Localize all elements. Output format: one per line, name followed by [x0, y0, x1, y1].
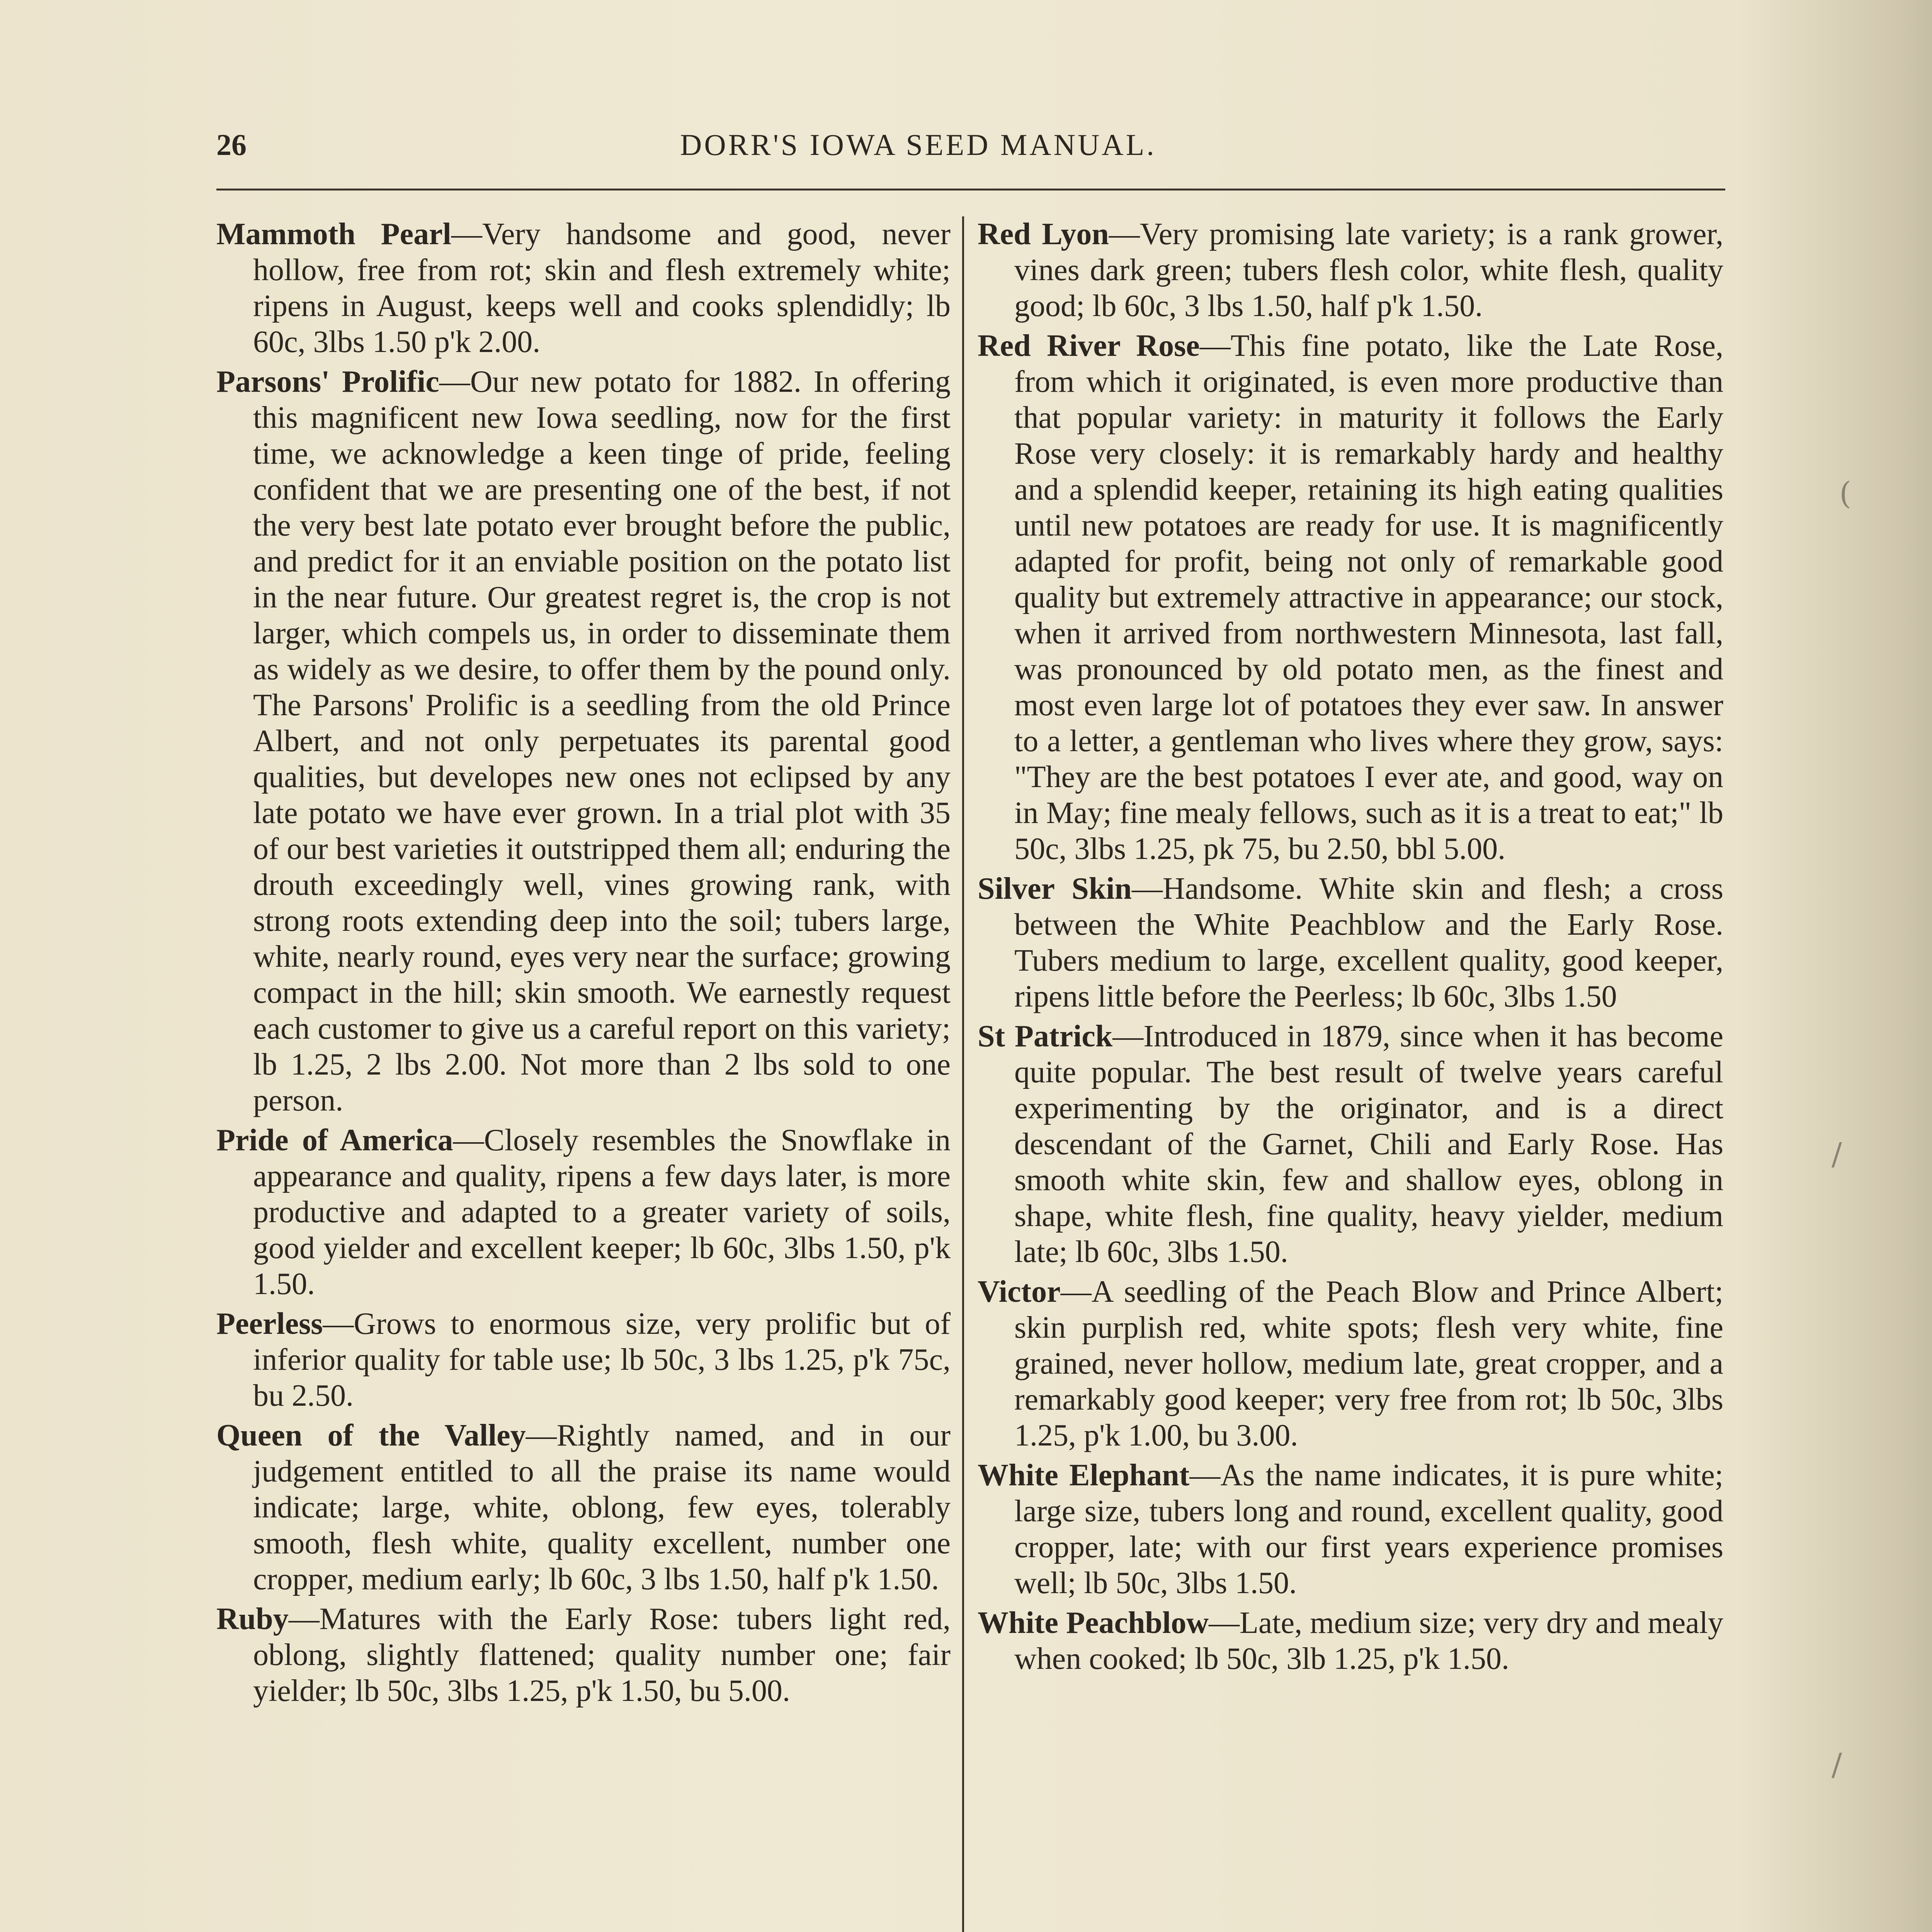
variety-name: White Peachblow	[978, 1606, 1209, 1640]
variety-entry	[978, 1458, 1723, 1601]
variety-description: —Rightly named, and in our judgement entitled to all the praise its name would indicate; large, white, oblong, few eyes, tolerably smooth, flesh white, quality excellent, number one cropper, medium early; lb 60c, 3 lbs 1.50, half p'k 1.50.	[253, 1418, 951, 1596]
header-rule	[216, 189, 1725, 190]
column-divider	[962, 216, 964, 1932]
variety-name: Mammoth Pearl	[216, 217, 451, 251]
variety-description: —Matures with the Early Rose: tubers light red, oblong, slightly flattened; quality number one; fair yielder; lb 50c, 3lbs 1.25, p'k 1.50, bu 5.00.	[253, 1602, 951, 1708]
variety-name: Red River Rose	[978, 329, 1200, 363]
variety-description: —Our new potato for 1882. In offering this magnificent new Iowa seedling, now for the first time, we acknowledge a keen tinge of pride, feeling confident that we are presenting one of the best, if not the very best late potato ever brought before the public, and predict for it an enviable position on the potato list in the near future. Our greatest regret is, the crop is not larger, which compels us, in order to disseminate them as widely as we desire, to offer them by the pound only. The Parsons' Prolific is a seedling from the old Prince Albert, and not only perpetuates its parental good qualities, but developes new ones not eclipsed by any late potato we have ever grown. In a trial plot with 35 of our best varieties it outstripped them all; enduring the drouth exceedingly well, vines growing rank, with strong roots extending deep into the soil; tubers large, white, nearly round, eyes very near the surface; growing compact in the hill; skin smooth. We earnestly request each customer to give us a careful report on this variety; lb 1.25, 2 lbs 2.00. Not more than 2 lbs sold to one person.	[253, 365, 951, 1117]
variety-name: Ruby	[216, 1602, 289, 1636]
margin-pencil-mark: /	[1832, 1747, 1842, 1782]
variety-entry	[216, 1601, 951, 1709]
running-head	[216, 128, 1723, 178]
variety-description: —Grows to enormous size, very prolific but of inferior quality for table use; lb 50c, 3 lbs 1.25, p'k 75c, bu 2.50.	[253, 1307, 951, 1413]
variety-name: St Patrick	[978, 1019, 1113, 1053]
variety-entry	[978, 216, 1723, 324]
variety-entry	[216, 364, 951, 1119]
variety-name: Peerless	[216, 1307, 323, 1341]
variety-entry	[978, 1019, 1723, 1270]
variety-name: Silver Skin	[978, 872, 1132, 906]
variety-entry	[978, 1605, 1723, 1677]
variety-entry	[216, 1122, 951, 1302]
variety-description: —Very promising late variety; is a rank grower, vines dark green; tubers flesh color, white flesh, quality good; lb 60c, 3 lbs 1.50, half p'k 1.50.	[1014, 217, 1723, 323]
variety-name: Red Lyon	[978, 217, 1109, 251]
variety-description: —Late, medium size; very dry and mealy when cooked; lb 50c, 3lb 1.25, p'k 1.50.	[1014, 1606, 1723, 1676]
variety-description: —As the name indicates, it is pure white; large size, tubers long and round, excellent quality, good cropper, late; with our first years experience promises well; lb 50c, 3lbs 1.50.	[1014, 1458, 1723, 1600]
variety-name: Pride of America	[216, 1123, 453, 1157]
variety-description: —Introduced in 1879, since when it has become quite popular. The best result of twelve years careful experimenting by the originator, and is a direct descendant of the Garnet, Chili and Early Rose. Has smooth white skin, few and shallow eyes, oblong in shape, white flesh, fine quality, heavy yielder, medium late; lb 60c, 3lbs 1.50.	[1014, 1019, 1723, 1269]
variety-description: —A seedling of the Peach Blow and Prince Albert; skin purplish red, white spots; flesh very white, fine grained, never hollow, medium late, great cropper, and a remarkably good keeper; very free from rot; lb 50c, 3lbs 1.25, p'k 1.00, bu 3.00.	[1014, 1275, 1723, 1452]
variety-description: —Closely resembles the Snowflake in appearance and quality, ripens a few days later, is more productive and adapted to a greater variety of soils, good yielder and excellent keeper; lb 60c, 3lbs 1.50, p'k 1.50.	[253, 1123, 951, 1301]
variety-entry	[216, 1418, 951, 1597]
variety-entry	[978, 328, 1723, 867]
variety-entry	[978, 871, 1723, 1015]
variety-entry	[216, 1306, 951, 1414]
page-number: 26	[216, 128, 247, 162]
variety-name: Parsons' Prolific	[216, 365, 439, 399]
variety-description: —This fine potato, like the Late Rose, from which it originated, is even more productive than that popular variety: in maturity it follows the Early Rose very closely: it is remarkably hardy and healthy and a splendid keeper, retaining its high eating qualities until new potatoes are ready for use. It is magnificently adapted for profit, being not only of remarkable good quality but extremely attractive in appearance; our stock, when it arrived from northwestern Minnesota, last fall, was pronounced by old potato men, as the finest and most even large lot of potatoes they ever saw. In answer to a letter, a gentleman who lives where they grow, says: "They are the best potatoes I ever ate, and good, way on in May; fine mealy fellows, such as it is a treat to eat;" lb 50c, 3lbs 1.25, pk 75, bu 2.50, bbl 5.00.	[1014, 329, 1723, 866]
variety-description: —Handsome. White skin and flesh; a cross between the White Peachblow and the Early Rose. Tubers medium to large, excellent quality, good keeper, ripens little before the Peerless; lb 60c, 3lbs 1.50	[1014, 872, 1723, 1014]
variety-entry	[978, 1274, 1723, 1454]
variety-name: Queen of the Valley	[216, 1418, 526, 1452]
margin-pencil-mark: (	[1839, 475, 1852, 511]
margin-pencil-mark: /	[1832, 1136, 1842, 1172]
variety-entry	[216, 216, 951, 360]
variety-name: Victor	[978, 1275, 1061, 1309]
right-column	[978, 216, 1723, 1932]
variety-name: White Elephant	[978, 1458, 1190, 1492]
running-title: DORR'S IOWA SEED MANUAL.	[680, 128, 1156, 162]
variety-description: —Very handsome and good, never hollow, free from rot; skin and flesh extremely white; ripens in August, keeps well and cooks splendidly; lb 60c, 3lbs 1.50 p'k 2.00.	[253, 217, 951, 359]
left-column	[216, 216, 951, 1932]
